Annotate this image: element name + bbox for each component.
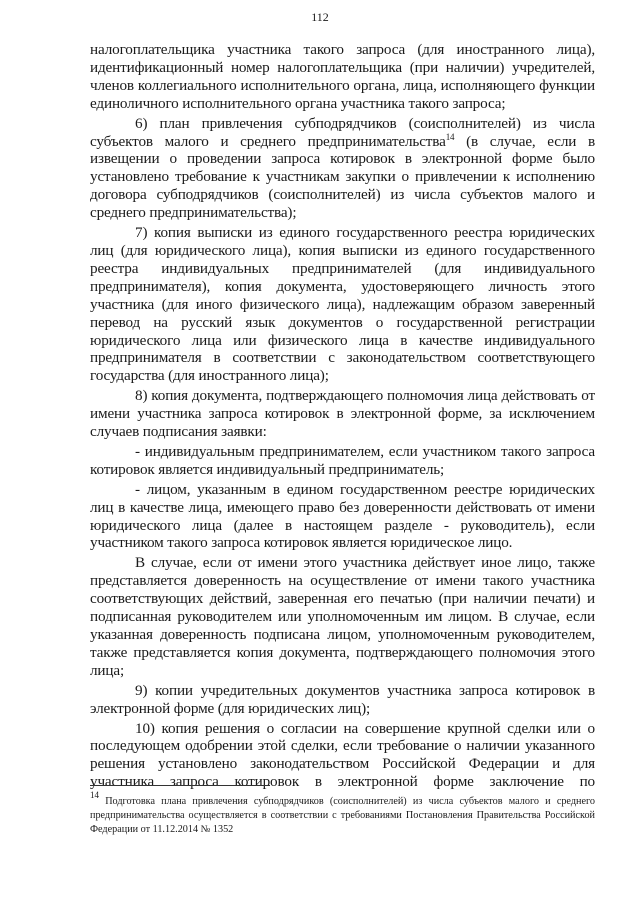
item-6-text-start: 6) план привлечения субподрядчиков (соисполнителей) из числа субъектов малого и среднего предпринимательства <box>90 114 595 150</box>
paragraph-item-6 <box>90 115 595 222</box>
footnote-text: Подготовка плана привлечения субподрядчиков (соисполнителей) из числа субъектов малого и среднего предпринимательства осуществляется в соответствии с требованиями Постановления Правительства Российской Федерации от 11.12.2014 № 1352 <box>90 796 595 835</box>
paragraph-item-10: 10) копия решения о согласии на совершение крупной сделки или о последующем одобрении этой сделки, если требование о наличии указанного решения установлено законодательством Российской Федерации и для участника запроса котировок в электронной форме заключение по <box>90 719 595 791</box>
item-6-text-end: (в случае, если в извещении о проведении запроса котировок в электронной форме было установлено требование к участникам закупки о привлечении к исполнению договора субподрядчиков (соисполнителей) из числа субъектов малого и среднего предпринимательства); <box>90 132 596 222</box>
paragraph-item-8-dash-2: - лицом, указанным в едином государственном реестре юридических лиц в качестве лица, имеющего право без доверенности действовать от имени юридического лица (далее в настоящем разделе - руководитель), если участником такого запроса котировок является юридическое лицо. <box>90 480 595 552</box>
paragraph-item-8-dash-1: - индивидуальным предпринимателем, если участником такого запроса котировок является индивидуальный предприниматель; <box>90 442 595 478</box>
page-number: 112 <box>311 10 329 24</box>
footnote-reference[interactable]: 14 <box>445 131 455 142</box>
paragraph-continuation: налогоплательщика участника такого запроса (для иностранного лица), идентификационный номер налогоплательщика (при наличии) учредителей, членов коллегиального исполнительного органа, лица, исполняющего функции единоличного исполнительного органа участника такого запроса; <box>90 41 595 112</box>
body-text <box>90 41 595 793</box>
paragraph-power-of-attorney: В случае, если от имени этого участника действует иное лицо, также представляется доверенность на осуществление от имени такого участника соответствующих действий, заверенная его печатью (при наличии печати) и подписанная руководителем или уполномоченным им лицом. В случае, если указанная доверенность подписана лицом, уполномоченным руководителем, также представляется копия документа, подтверждающего полномочия этого лица; <box>90 554 595 679</box>
footnote-marker: 14 <box>90 790 99 800</box>
paragraph-item-9: 9) копии учредительных документов участника запроса котировок в электронной форме (для юридических лиц); <box>90 681 595 717</box>
paragraph-item-8: 8) копия документа, подтверждающего полномочия лица действовать от имени участника запроса котировок в электронной форме, за исключением случаев подписания заявки: <box>90 387 595 441</box>
paragraph-item-7: 7) копия выписки из единого государственного реестра юридических лиц (для юридического лица), копия выписки из единого государственного реестра индивидуальных предпринимателей (для индивидуального предпринимателя), копия документа, удостоверяющего личность этого участника (для иного физического лица), надлежащим образом заверенный перевод на русский язык документов о государственной регистрации юридического лица или физического лица в качестве индивидуального предпринимателя в соответствии с законодательством соответствующего государства (для иностранного лица); <box>90 224 595 385</box>
footnote-divider <box>90 785 270 786</box>
footnote <box>90 790 595 837</box>
